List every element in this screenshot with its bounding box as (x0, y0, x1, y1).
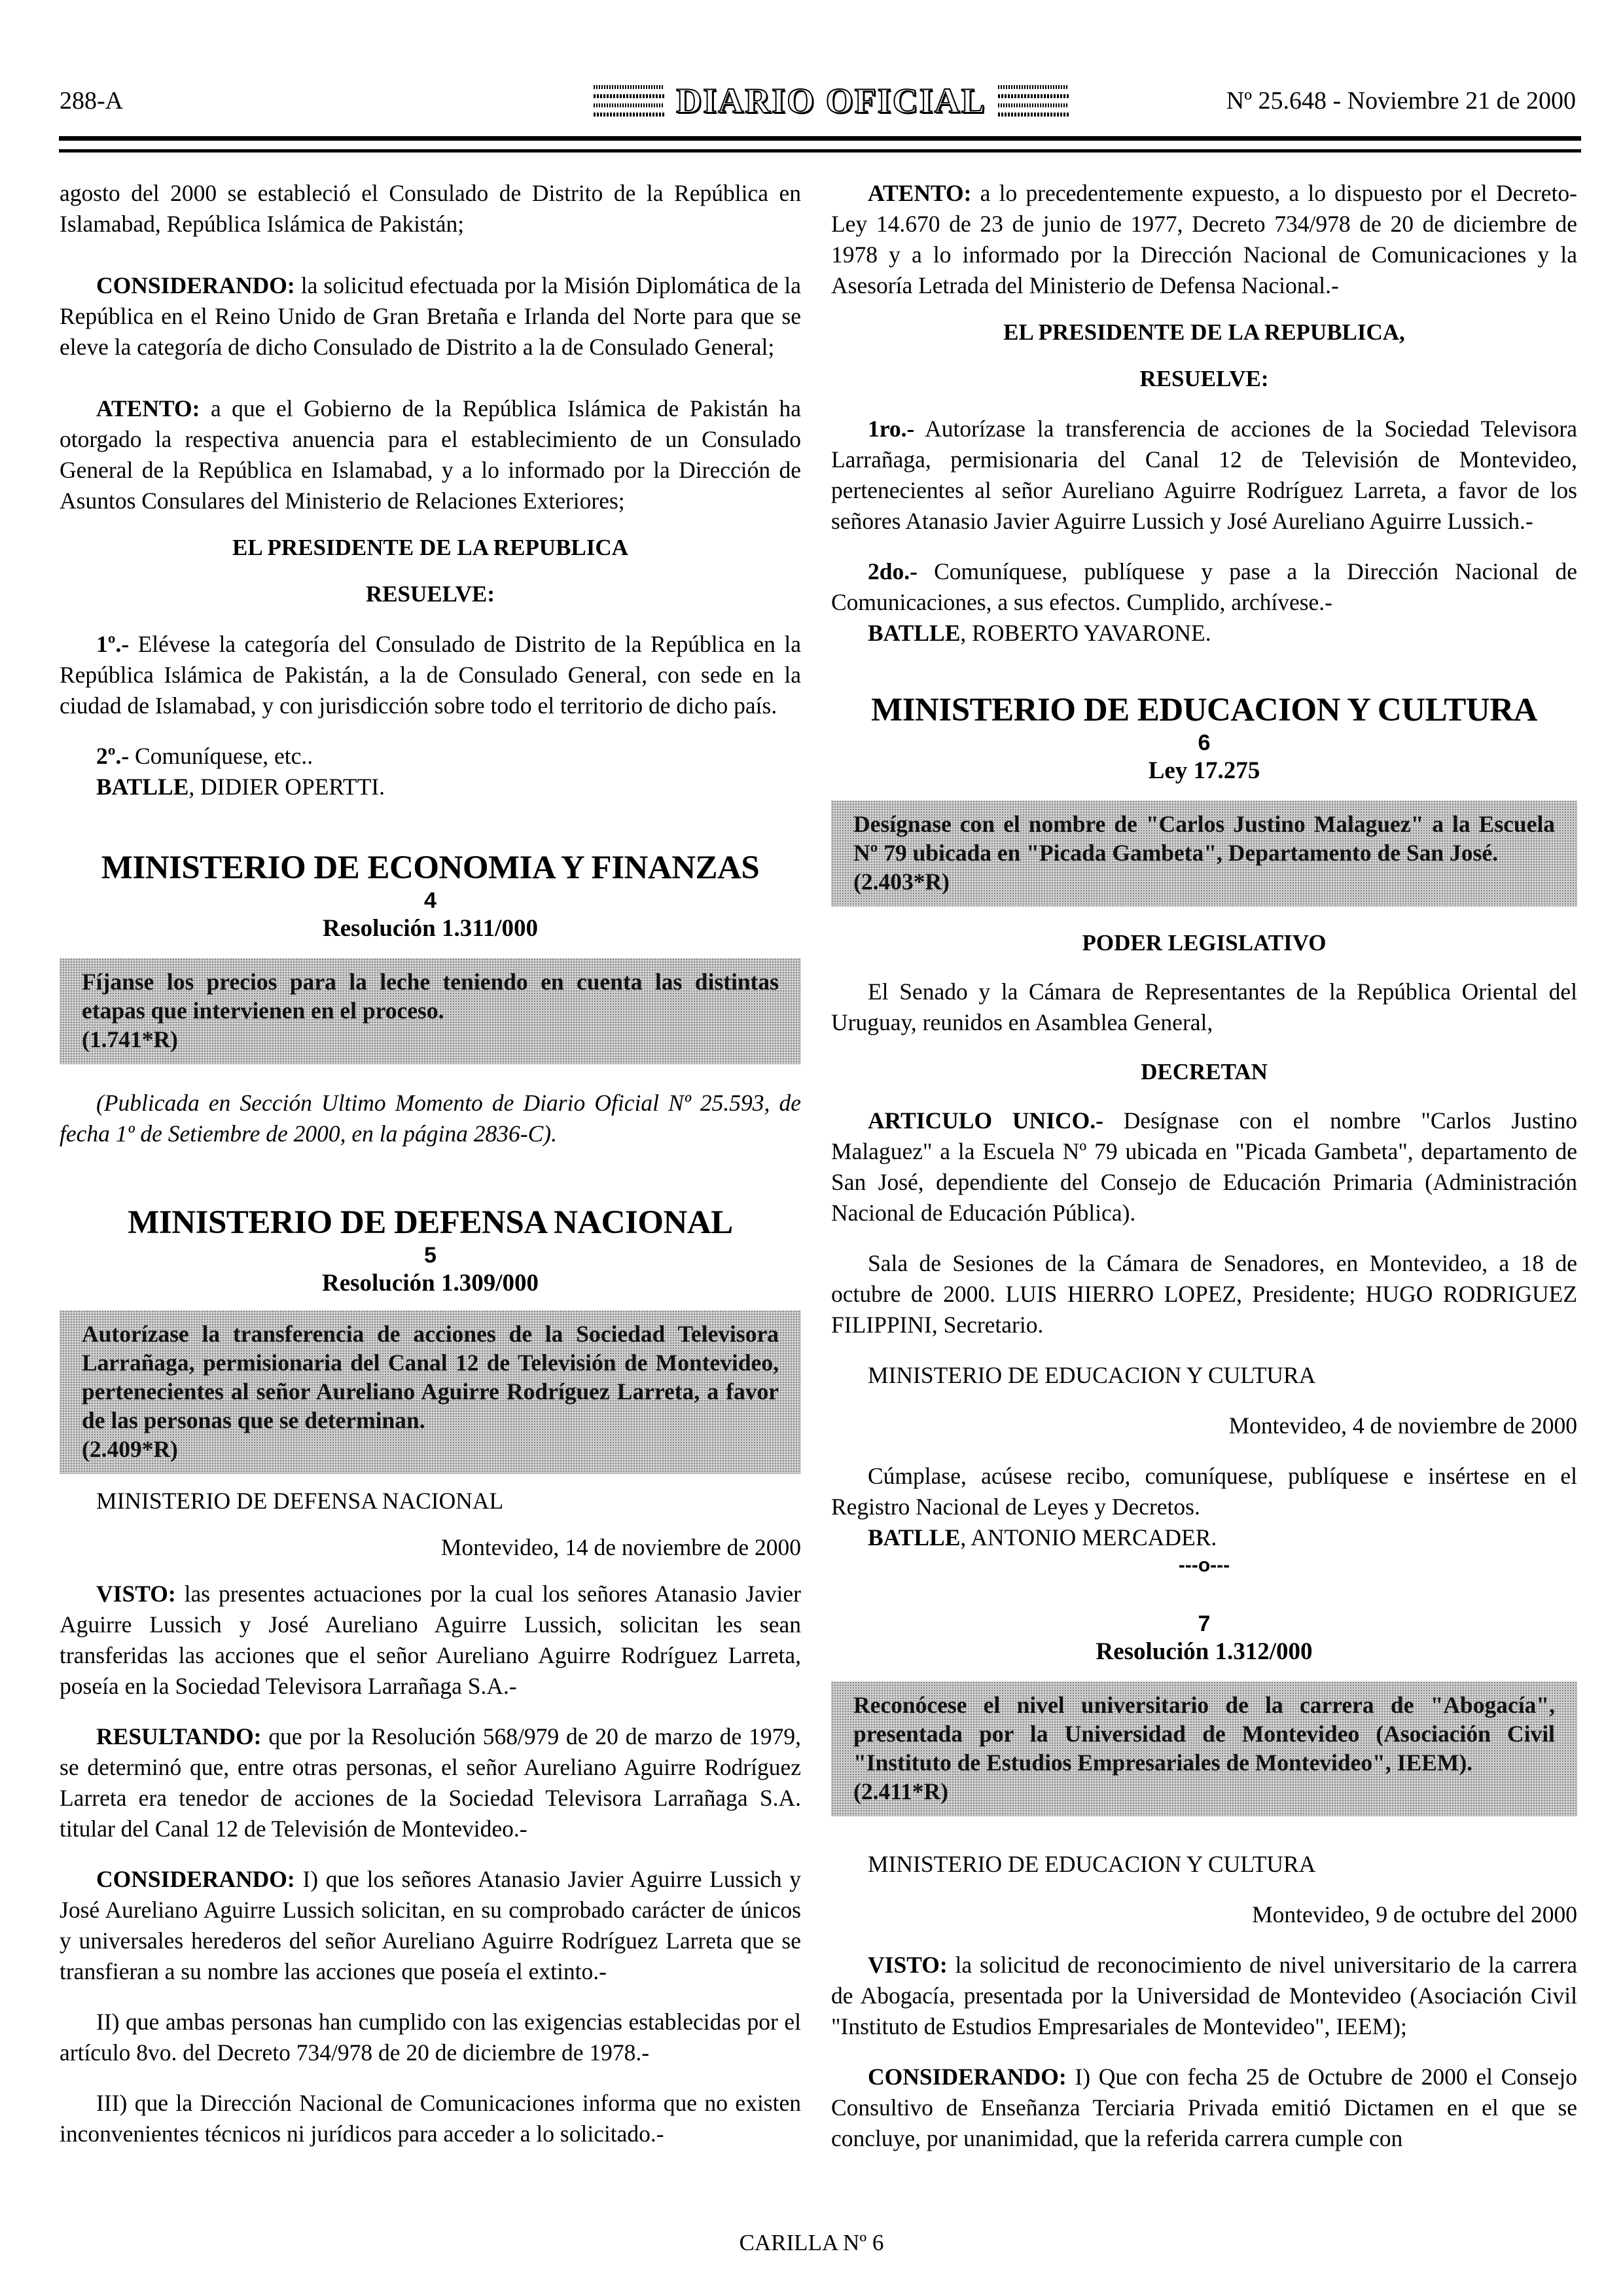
label: 2do.- (868, 558, 918, 584)
issue-number-date: Nº 25.648 - Noviembre 21 de 2000 (1226, 87, 1576, 115)
carilla-footer: CARILLA Nº 6 (739, 2230, 884, 2255)
label: VISTO: (96, 1581, 176, 1607)
ministry-heading: MINISTERIO DE EDUCACION Y CULTURA (871, 692, 1537, 728)
section-number: 5 (424, 1243, 437, 1268)
header-rule-thin (59, 149, 1581, 152)
text: a lo precedentemente expuesto, a lo dispuesto por el Decreto-Ley 14.670 de 23 de junio de 1977, Decreto 734/978 de 20 de diciembre de 1978 y a lo informado por la Dirección Nacional de Comunicaciones y la Asesoría Letrada del Ministerio de Defensa Nacional.- (831, 180, 1577, 298)
section-separator: ---o--- (1178, 1554, 1230, 1576)
label: VISTO: (868, 1952, 948, 1978)
summary-box (60, 958, 801, 1064)
label: ATENTO: (96, 395, 200, 422)
resultando-paragraph (60, 1721, 801, 1844)
signature-bold: BATLLE (96, 774, 189, 800)
summary-ref: (2.409*R) (82, 1436, 178, 1462)
atento-paragraph (60, 393, 801, 516)
summary-text: Fíjanse los precios para la leche teniendo en cuenta las distintas etapas que intervienen en el proceso. (82, 969, 779, 1024)
law-heading: Ley 17.275 (1148, 757, 1260, 784)
signature (60, 772, 801, 802)
date-line: Montevideo, 4 de noviembre de 2000 (1228, 1412, 1577, 1439)
summary-ref: (2.403*R) (853, 869, 950, 895)
signature-bold: BATLLE (868, 620, 961, 646)
decretan-heading: DECRETAN (1141, 1059, 1268, 1085)
label: ATENTO: (868, 180, 972, 206)
ministry-heading: MINISTERIO DE DEFENSA NACIONAL (128, 1204, 733, 1241)
summary-box (831, 800, 1577, 906)
masthead-ornament-right (998, 85, 1069, 117)
cumplase-paragraph: Cúmplase, acúsese recibo, comuníquese, publíquese e insértese en el Registro Nacional de Leyes y Decretos. (831, 1463, 1577, 1520)
text: I) que los señores Atanasio Javier Aguirre Lussich y José Aureliano Aguirre Lussich solicitan, en su comprobado carácter de únicos y universales herederos del señor Aureliano Aguirre Rodríguez Larreta que se transfieran a su nombre las acciones que poseía el extinto.- (60, 1866, 801, 1984)
label: RESULTANDO: (96, 1723, 262, 1749)
signature-names: , ROBERTO YAVARONE. (960, 620, 1211, 646)
summary-box (831, 1681, 1577, 1816)
considerando-ii: II) que ambas personas han cumplido con las exigencias establecidas por el artículo 8vo. del Decreto 734/978 de 20 de diciembre de 1978.- (60, 2009, 801, 2066)
considerando-paragraph (831, 2062, 1577, 2154)
text: I) Que con fecha 25 de Octubre de 2000 el Consejo Consultivo de Enseñanza Terciaria Privada emitió Dictamen en el que se concluye, por unanimidad, que la referida carrera cumple con (831, 2064, 1577, 2151)
atento-paragraph (831, 178, 1577, 301)
poder-heading: PODER LEGISLATIVO (1082, 930, 1327, 956)
label: 1º.- (96, 631, 130, 657)
resuelve-heading: RESUELVE: (1139, 366, 1269, 391)
signature (831, 618, 1577, 649)
article-1 (831, 414, 1577, 537)
summary-ref: (1.741*R) (82, 1026, 178, 1052)
signature (831, 1522, 1577, 1553)
visto-paragraph (831, 1950, 1577, 2042)
left-column (60, 178, 801, 2149)
senado-paragraph: El Senado y la Cámara de Representantes de la República Oriental del Uruguay, reunidos en Asamblea General, (831, 978, 1577, 1035)
signature-names: , DIDIER OPERTTI. (188, 774, 385, 800)
label: CONSIDERANDO: (868, 2064, 1067, 2090)
section-number: 4 (424, 888, 437, 913)
considerando-iii: III) que la Dirección Nacional de Comunicaciones informa que no existen inconvenientes técnicos ni jurídicos para acceder a lo solicitado.- (60, 2090, 801, 2147)
considerando-paragraph (60, 270, 801, 363)
summary-text: Reconócese el nivel universitario de la carrera de "Abogacía", presentada por la Universidad de Montevideo (Asociación Civil "Instituto de Estudios Empresariales de Montevideo", IEEM). (853, 1692, 1555, 1776)
text: la solicitud de reconocimiento de nivel universitario de la carrera de Abogacía, presentada por la Universidad de Montevideo (Asociación Civil "Instituto de Estudios Empresariales de Montevideo", IEEM); (831, 1952, 1577, 2039)
text: las presentes actuaciones por la cual los señores Atanasio Javier Aguirre Lussich y José Aureliano Aguirre Lussich, solicitan les sean transferidas las acciones que el señor Aureliano Aguirre Rodríguez Larreta, poseía en la Sociedad Televisora Larrañaga S.A.- (60, 1581, 801, 1699)
considerando-paragraph (60, 1864, 801, 1987)
resolution-heading: Resolución 1.311/000 (323, 915, 538, 942)
article-1 (60, 629, 801, 721)
articulo-unico (831, 1105, 1577, 1229)
summary-text: Autorízase la transferencia de acciones de la Sociedad Televisora Larrañaga, permisionaria del Canal 12 de Televisión de Montevideo, pertenecientes al señor Aureliano Aguirre Rodríguez Larreta, a favor de las personas que se determinan. (82, 1321, 779, 1433)
text: Desígnase con el nombre "Carlos Justino Malaguez" a la Escuela Nº 79 ubicada en "Picada Gambeta", departamento de San José, dependiente del Consejo de Educación Primaria (Administración Nacional de Educación Pública). (831, 1107, 1577, 1226)
summary-box (60, 1310, 801, 1474)
summary-ref: (2.411*R) (853, 1778, 948, 1804)
text: Autorízase la transferencia de acciones de la Sociedad Televisora Larrañaga, permisionaria del Canal 12 de Televisión de Montevideo, pertenecientes al señor Aureliano Aguirre Rodríguez Larreta, a favor de los señores Atanasio Javier Aguirre Lussich y José Aureliano Aguirre Lussich.- (831, 416, 1577, 534)
label: 1ro.- (868, 416, 915, 442)
section-number: 6 (1198, 730, 1211, 755)
header-rule-thick (59, 136, 1581, 141)
label: 2º.- (96, 743, 130, 769)
issuer: MINISTERIO DE EDUCACION Y CULTURA (868, 1851, 1316, 1877)
text: Comuníquese, publíquese y pase a la Dirección Nacional de Comunicaciones, a sus efectos. Cumplido, archívese.- (831, 558, 1577, 615)
label: CONSIDERANDO: (96, 272, 295, 298)
resolution-heading: Resolución 1.309/000 (322, 1270, 539, 1297)
visto-paragraph (60, 1579, 801, 1702)
text: Comuníquese, etc.. (129, 743, 313, 769)
text: que por la Resolución 568/979 de 20 de marzo de 1979, se determinó que, entre otras personas, el señor Aureliano Aguirre Rodríguez Larreta era tenedor de acciones de la Sociedad Televisora Larrañaga S.A. titular del Canal 12 de Televisión de Montevideo.- (60, 1723, 801, 1842)
presidente-heading: EL PRESIDENTE DE LA REPUBLICA, (1003, 319, 1405, 345)
resolution-heading: Resolución 1.312/000 (1096, 1638, 1313, 1665)
publication-note: (Publicada en Sección Ultimo Momento de Diario Oficial Nº 25.593, de fecha 1º de Setiembre de 2000, en la página 2836-C). (60, 1090, 801, 1147)
article-2 (60, 741, 801, 772)
page-number: 288-A (60, 87, 124, 115)
signature-names: , ANTONIO MERCADER. (960, 1524, 1217, 1551)
ministry-heading: MINISTERIO DE ECONOMIA Y FINANZAS (101, 850, 760, 886)
signature-bold: BATLLE (868, 1524, 961, 1551)
masthead (569, 81, 1093, 120)
date-line: Montevideo, 9 de octubre del 2000 (1252, 1901, 1577, 1928)
label: CONSIDERANDO: (96, 1866, 295, 1892)
right-column (831, 178, 1577, 2154)
paragraph: agosto del 2000 se estableció el Consulado de Distrito de la República en Islamabad, República Islámica de Pakistán; (60, 180, 801, 237)
text: la solicitud efectuada por la Misión Diplomática de la República en el Reino Unido de Gran Bretaña e Irlanda del Norte para que se eleve la categoría de dicho Consulado de Distrito a la de Consulado General; (60, 272, 801, 360)
masthead-title: DIARIO OFICIAL (676, 81, 986, 120)
issuer: MINISTERIO DE DEFENSA NACIONAL (96, 1488, 504, 1514)
text: Elévese la categoría del Consulado de Distrito de la República en la República Islámica de Pakistán, a la de Consulado General, con sede en la ciudad de Islamabad, y con jurisdicción sobre todo el territorio de dicho país. (60, 631, 801, 719)
issuer: MINISTERIO DE EDUCACION Y CULTURA (868, 1362, 1316, 1388)
section-number: 7 (1198, 1611, 1211, 1636)
article-2 (831, 556, 1577, 618)
masthead-ornament-left (594, 85, 664, 117)
sala-paragraph: Sala de Sesiones de la Cámara de Senadores, en Montevideo, a 18 de octubre de 2000. LUIS HIERRO LOPEZ, Presidente; HUGO RODRIGUEZ FILIPPINI, Secretario. (831, 1250, 1577, 1338)
summary-text: Desígnase con el nombre de "Carlos Justino Malaguez" a la Escuela Nº 79 ubicada en "Picada Gambeta", Departamento de San José. (853, 811, 1555, 866)
label: ARTICULO UNICO.- (868, 1107, 1103, 1134)
date-line: Montevideo, 14 de noviembre de 2000 (440, 1534, 801, 1560)
resuelve-heading: RESUELVE: (365, 581, 495, 607)
text: a que el Gobierno de la República Islámica de Pakistán ha otorgado la respectiva anuencia para el establecimiento de un Consulado General de la República en Islamabad, y a lo informado por la Dirección de Asuntos Consulares del Ministerio de Relaciones Exteriores; (60, 395, 801, 514)
presidente-heading: EL PRESIDENTE DE LA REPUBLICA (232, 535, 628, 560)
